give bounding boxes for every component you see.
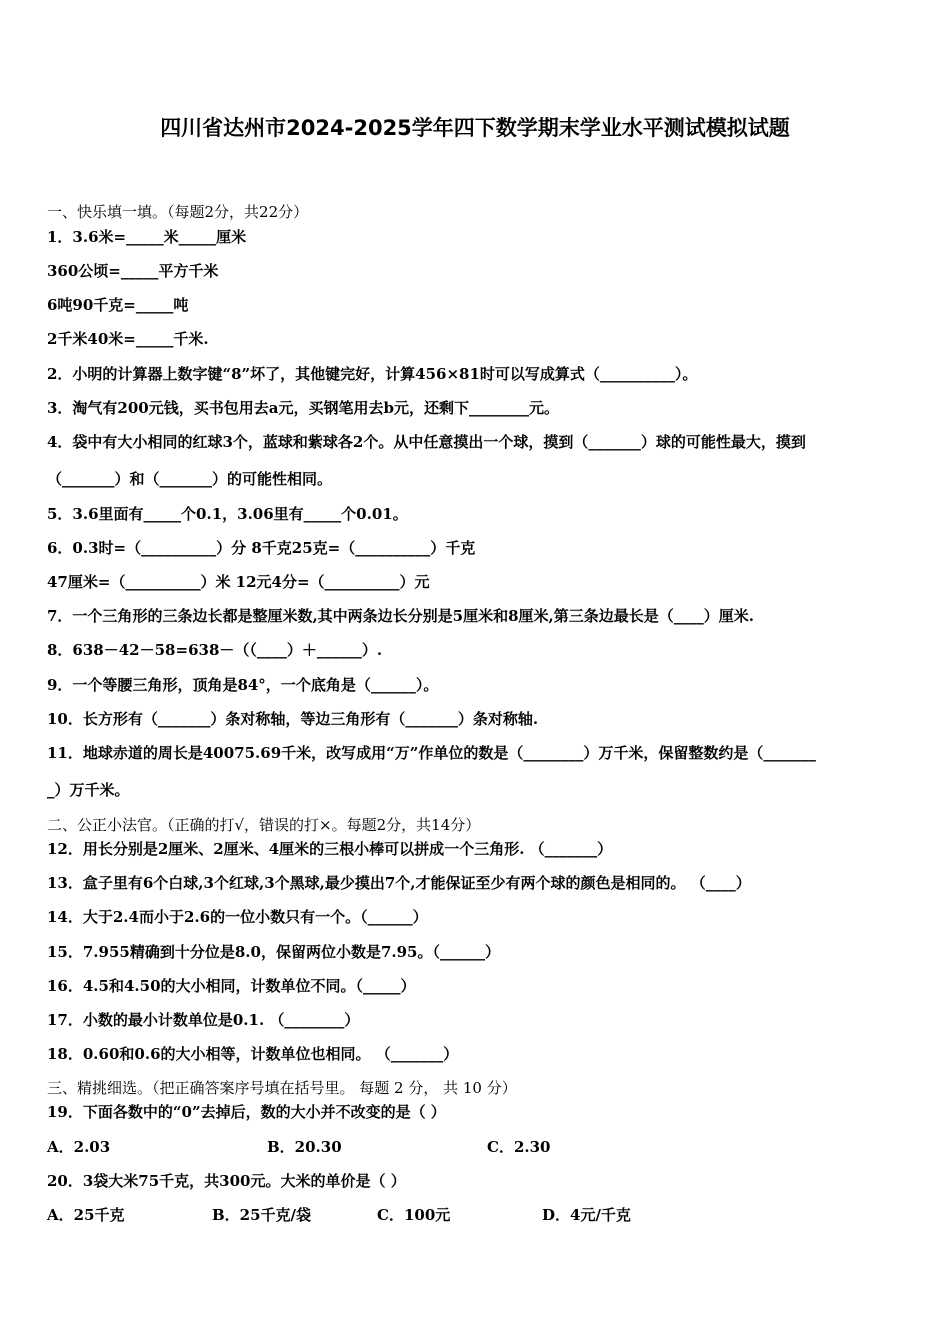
- q20-option-a: A．25千克: [47, 1206, 125, 1224]
- question-20: 20．3袋大米75千克，共300元。大米的单价是（ ）: [47, 1172, 406, 1190]
- question-10: 10．长方形有（_______）条对称轴，等边三角形有（_______）条对称轴.: [47, 710, 539, 728]
- question-11b: _）万千米。: [47, 781, 130, 799]
- question-13: 13．盒子里有6个白球,3个红球,3个黑球,最少摸出7个,才能保证至少有两个球的颜色是相同的。 （____）: [47, 874, 751, 892]
- q20-option-d: D．4元/千克: [542, 1206, 631, 1224]
- question-6b: 47厘米=（__________）米 12元4分=（__________）元: [47, 573, 430, 591]
- q20-option-c: C．100元: [377, 1206, 451, 1224]
- question-12: 12．用长分别是2厘米、2厘米、4厘米的三根小棒可以拼成一个三角形. （_______）: [47, 840, 613, 858]
- q19-option-c: C．2.30: [487, 1138, 551, 1156]
- section-heading-1: 一、快乐填一填。（每题2分，共22分）: [47, 203, 309, 221]
- question-18: 18．0.60和0.6的大小相等，计数单位也相同。 （_______）: [47, 1045, 459, 1063]
- section-heading-3: 三、精挑细选。（把正确答案序号填在括号里。 每题 2 分， 共 10 分）: [47, 1079, 517, 1097]
- question-17: 17．小数的最小计数单位是0.1. （________）: [47, 1011, 360, 1029]
- question-5: 5．3.6里面有_____个0.1，3.06里有_____个0.01。: [47, 505, 408, 523]
- question-14: 14．大于2.4而小于2.6的一位小数只有一个。（______）: [47, 908, 428, 926]
- question-11a: 11．地球赤道的周长是40075.69千米，改写成用“万”作单位的数是（________）万千米，保留整数约是（_______: [47, 744, 816, 762]
- question-4a: 4．袋中有大小相同的红球3个，蓝球和紫球各2个。从中任意摸出一个球，摸到（_______）球的可能性最大，摸到: [47, 433, 806, 451]
- section-heading-2: 二、公正小法官。（正确的打√，错误的打×。每题2分，共14分）: [47, 816, 481, 834]
- question-9: 9．一个等腰三角形，顶角是84°，一个底角是（______）。: [47, 676, 439, 694]
- question-2: 2．小明的计算器上数字键“8”坏了，其他键完好，计算456×81时可以写成算式（__________）。: [47, 365, 698, 383]
- question-1b: 360公顷=_____平方千米: [47, 262, 219, 280]
- question-6a: 6．0.3时=（__________）分 8千克25克=（__________）千克: [47, 539, 476, 557]
- q19-option-b: B．20.30: [267, 1138, 342, 1156]
- question-19: 19．下面各数中的“0”去掉后，数的大小并不改变的是（ ）: [47, 1103, 446, 1121]
- question-4b: （_______）和（_______）的可能性相同。: [47, 470, 333, 488]
- page-title: 四川省达州市2024-2025学年四下数学期末学业水平测试模拟试题: [160, 116, 790, 140]
- question-1a: 1．3.6米=_____米_____厘米: [47, 228, 247, 246]
- question-1c: 6吨90千克=_____吨: [47, 296, 189, 314]
- question-1d: 2千米40米=_____千米.: [47, 330, 209, 348]
- question-16: 16．4.5和4.50的大小相同，计数单位不同。（_____）: [47, 977, 416, 995]
- question-3: 3．淘气有200元钱，买书包用去a元，买钢笔用去b元，还剩下________元。: [47, 399, 559, 417]
- question-8: 8．638－42－58=638－（（____）＋______）.: [47, 641, 383, 659]
- question-15: 15．7.955精确到十分位是8.0，保留两位小数是7.95。（______）: [47, 943, 500, 961]
- question-7: 7．一个三角形的三条边长都是整厘米数,其中两条边长分别是5厘米和8厘米,第三条边最长是（____）厘米.: [47, 607, 754, 625]
- q19-option-a: A．2.03: [47, 1138, 111, 1156]
- q20-option-b: B．25千克/袋: [212, 1206, 312, 1224]
